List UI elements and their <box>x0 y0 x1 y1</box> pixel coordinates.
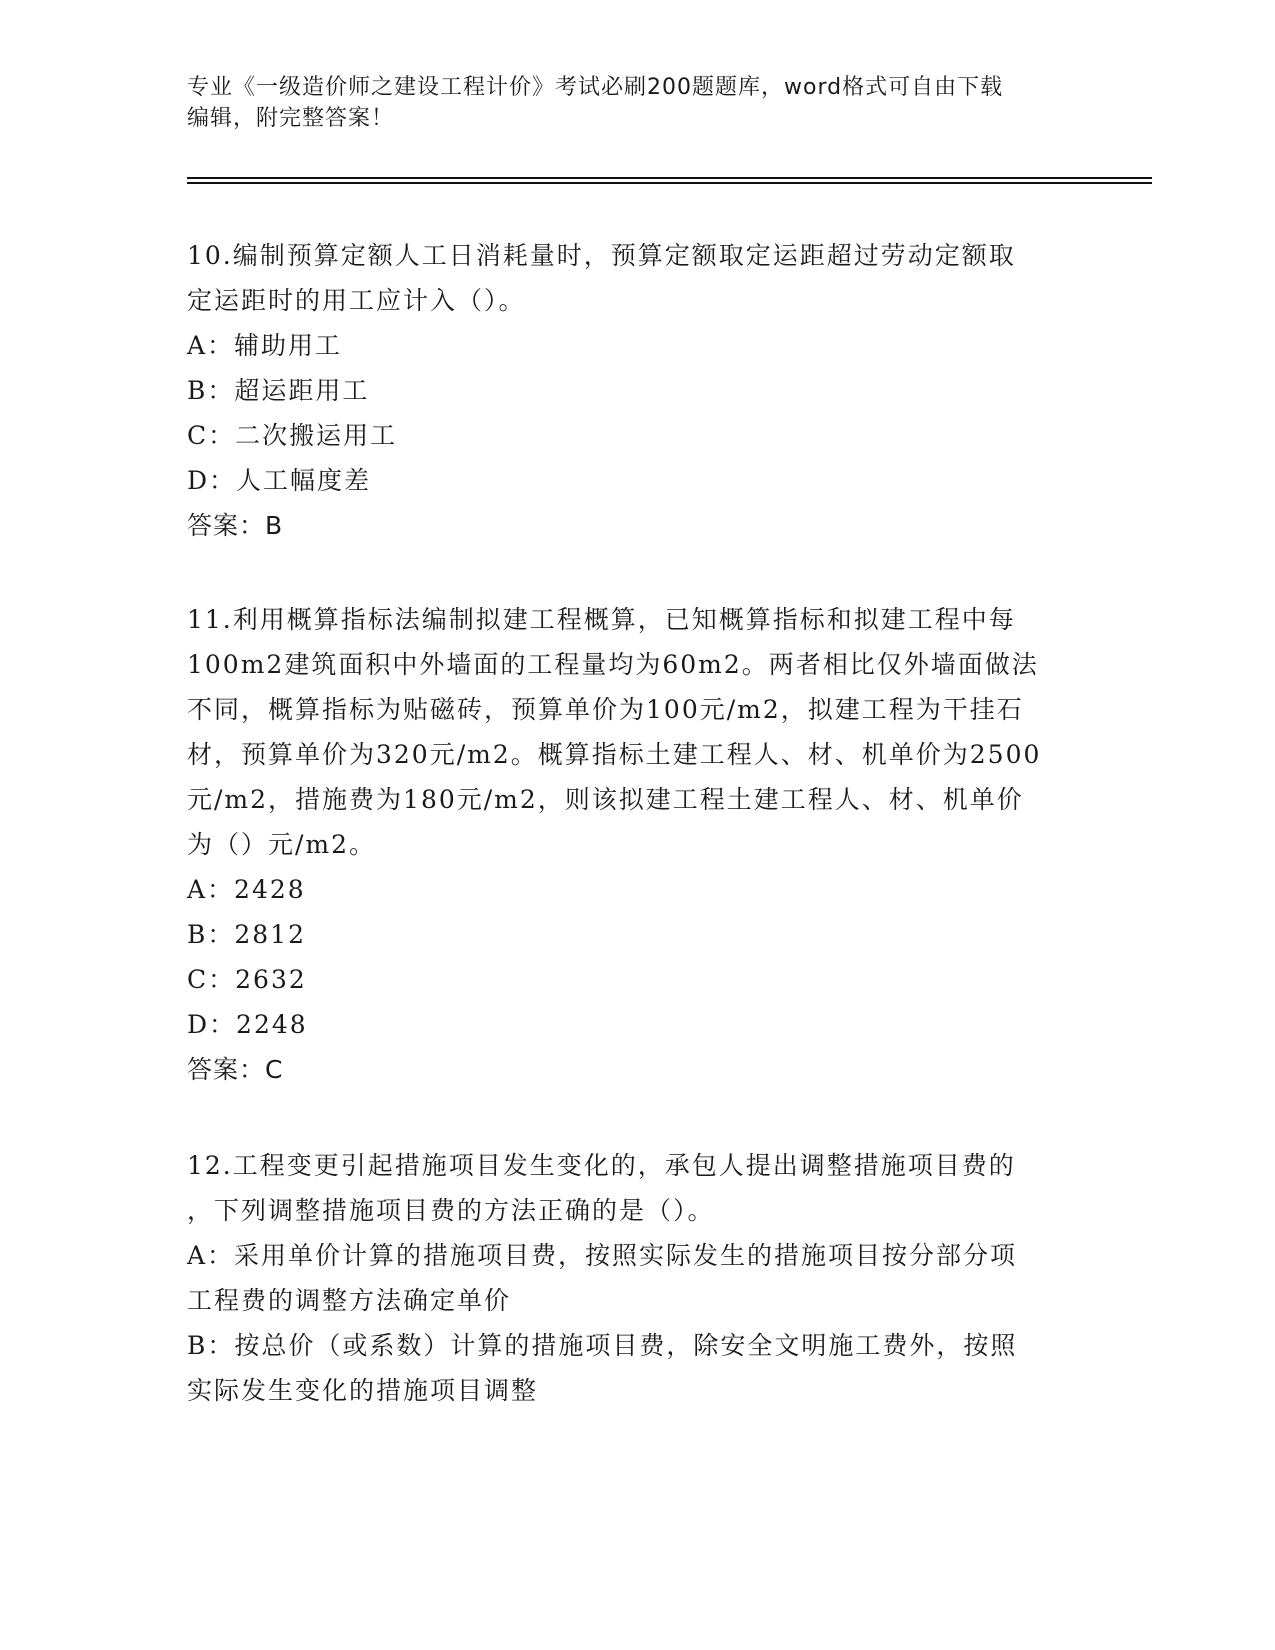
option-b: B：2812 <box>187 920 306 949</box>
question-stem-line: 为（）元/m2。 <box>187 830 377 859</box>
option-a-continued: 工程费的调整方法确定单价 <box>187 1286 512 1315</box>
question-stem-line: 不同，概算指标为贴磁砖，预算单价为100元/m2，拟建工程为干挂石 <box>187 695 1024 724</box>
option-d: D：2248 <box>187 1010 308 1039</box>
option-b: B：超运距用工 <box>187 376 370 405</box>
question-stem-line: ，下列调整措施项目费的方法正确的是（）。 <box>187 1196 715 1225</box>
question-stem-line: 元/m2，措施费为180元/m2，则该拟建工程土建工程人、材、机单价 <box>187 785 1024 814</box>
option-d: D：人工幅度差 <box>187 466 372 495</box>
document-header <box>187 72 1087 134</box>
question-stem-line: 12.工程变更引起措施项目发生变化的，承包人提出调整措施项目费的 <box>187 1151 1016 1180</box>
question-stem-line: 100m2建筑面积中外墙面的工程量均为60m2。两者相比仅外墙面做法 <box>187 650 1039 679</box>
option-b-continued: 实际发生变化的措施项目调整 <box>187 1376 539 1405</box>
option-a: A：2428 <box>187 875 306 904</box>
option-a: A：辅助用工 <box>187 331 343 360</box>
header-line-1: 专业《一级造价师之建设工程计价》考试必刷200题题库，word格式可自由下载 <box>187 75 1004 100</box>
answer-label: 答案：B <box>187 511 284 540</box>
question-10 <box>187 233 1077 548</box>
option-c: C：二次搬运用工 <box>187 421 398 450</box>
question-stem-line: 定运距时的用工应计入（）。 <box>187 286 526 315</box>
question-stem-line: 10.编制预算定额人工日消耗量时，预算定额取定运距超过劳动定额取 <box>187 241 1016 270</box>
question-11 <box>187 597 1077 1092</box>
option-a: A：采用单价计算的措施项目费，按照实际发生的措施项目按分部分项 <box>187 1241 1018 1270</box>
question-stem-line: 材，预算单价为320元/m2。概算指标土建工程人、材、机单价为2500 <box>187 740 1042 769</box>
header-line-2: 编辑，附完整答案！ <box>187 106 395 131</box>
header-divider-bottom <box>187 182 1152 184</box>
option-b: B：按总价（或系数）计算的措施项目费，除安全文明施工费外，按照 <box>187 1331 1018 1360</box>
answer-label: 答案：C <box>187 1055 284 1084</box>
question-12 <box>187 1143 1077 1413</box>
header-divider-top <box>187 177 1152 179</box>
question-stem-line: 11.利用概算指标法编制拟建工程概算，已知概算指标和拟建工程中每 <box>187 605 1016 634</box>
option-c: C：2632 <box>187 965 307 994</box>
